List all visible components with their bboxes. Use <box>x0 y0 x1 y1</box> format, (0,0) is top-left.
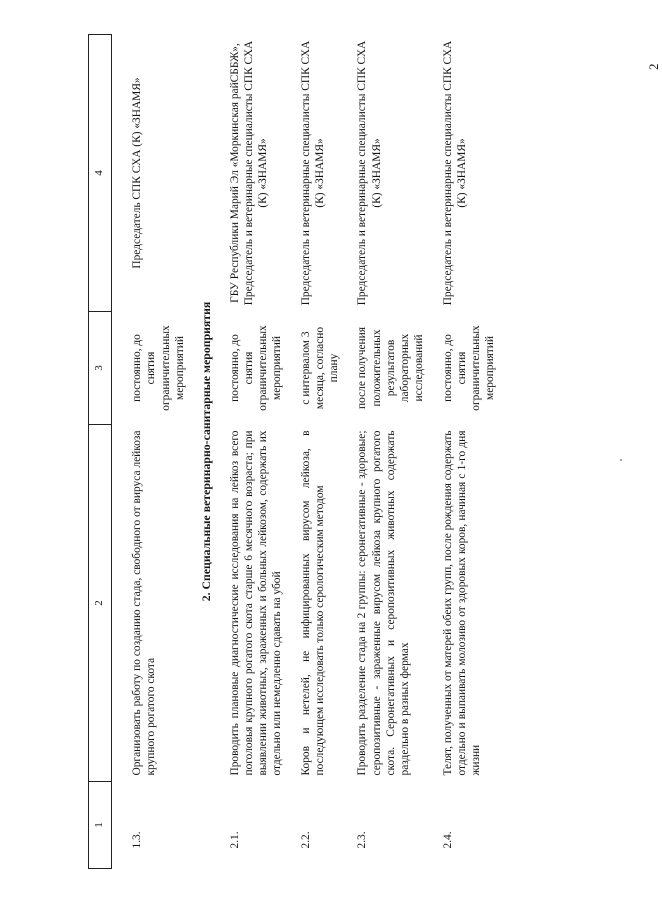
row-responsible: Председатель и ветеринарные специалисты СПК СХА (К) «ЗНАМЯ» <box>441 40 468 306</box>
header-col-2: 2 <box>89 425 112 782</box>
row-number: 2.4. <box>441 831 454 849</box>
section-title: 2. Специальные ветеринарно-санитарные мероприятия <box>199 301 213 602</box>
table-row <box>355 35 426 869</box>
table-row <box>441 35 498 869</box>
header-col-1: 1 <box>89 782 112 869</box>
row-term: постоянно, до снятия ограничительных мероприятий <box>131 325 186 411</box>
row-responsible: ГБУ Республики Марий Эл «Моркинская райСББЖ», Председатель и ветеринарные специалисты СПК СХА (К) «ЗНАМЯ» <box>228 40 270 306</box>
table-header-row <box>89 35 112 869</box>
row-measure: Проводить плановые диагностические исследования на лейкоз всего поголовья крупного рогатого скота старше 6 месячного возраста; при выявлении животных, зараженных и больных лейкозом, содержать их отдельно или немедленно сдавать на убой <box>228 430 284 776</box>
scan-speck <box>620 459 622 461</box>
row-term: после получения положительных результатов лабораторных исследований <box>356 327 426 409</box>
row-responsible: Председатель СПК СХА (К) «ЗНАМЯ» <box>131 77 143 269</box>
row-measure: Коров и нетелей, не инфицированных вирусом лейкоза, в последующем исследовать только серологическим методом <box>299 430 326 776</box>
row-measure: Организовать работу по созданию стада, свободного от вируса лейкоза крупного рогатого скота <box>131 430 158 776</box>
table-row <box>112 35 188 869</box>
row-number: 1.3. <box>131 831 143 849</box>
row-measure: Телят, полученных от матерей обеих групп, после рождения содержать отдельно и выпаивать молозиво от здоровых коров, начиная с 1-го дня жизни <box>441 430 483 776</box>
row-spacer <box>285 35 299 869</box>
table-row <box>299 35 342 869</box>
row-responsible: Председатель и ветеринарные специалисты СПК СХА (К) «ЗНАМЯ» <box>299 40 326 306</box>
page-number: 2 <box>646 63 661 70</box>
table-row <box>228 35 285 869</box>
row-spacer <box>341 35 355 869</box>
measures-table-wrapper <box>88 39 618 869</box>
row-number: 2.1. <box>228 831 241 849</box>
row-term: постоянно, до снятия ограничительных мероприятий <box>228 325 284 411</box>
row-measure: Проводить разделение стада на 2 группы: серонегативные - здоровые; серопозитивные - зараженные вирусом лейкоза крупного рогатого скота. Серонегативных и серопозитивных животных содержать раздельно в разных фермах <box>356 430 412 776</box>
row-number: 2.3. <box>356 831 369 849</box>
header-col-4: 4 <box>89 35 112 312</box>
section-heading-row <box>187 35 228 869</box>
row-term: постоянно, до снятия ограничительных мероприятий <box>441 325 497 411</box>
row-spacer <box>427 35 441 869</box>
row-responsible: Председатель и ветеринарные специалисты СПК СХА (К) «ЗНАМЯ» <box>356 40 383 306</box>
measures-table <box>88 34 498 869</box>
row-term: с интервалом 3 месяца, согласно плану <box>299 326 341 410</box>
header-col-3: 3 <box>89 312 112 425</box>
row-number: 2.2. <box>299 831 312 849</box>
